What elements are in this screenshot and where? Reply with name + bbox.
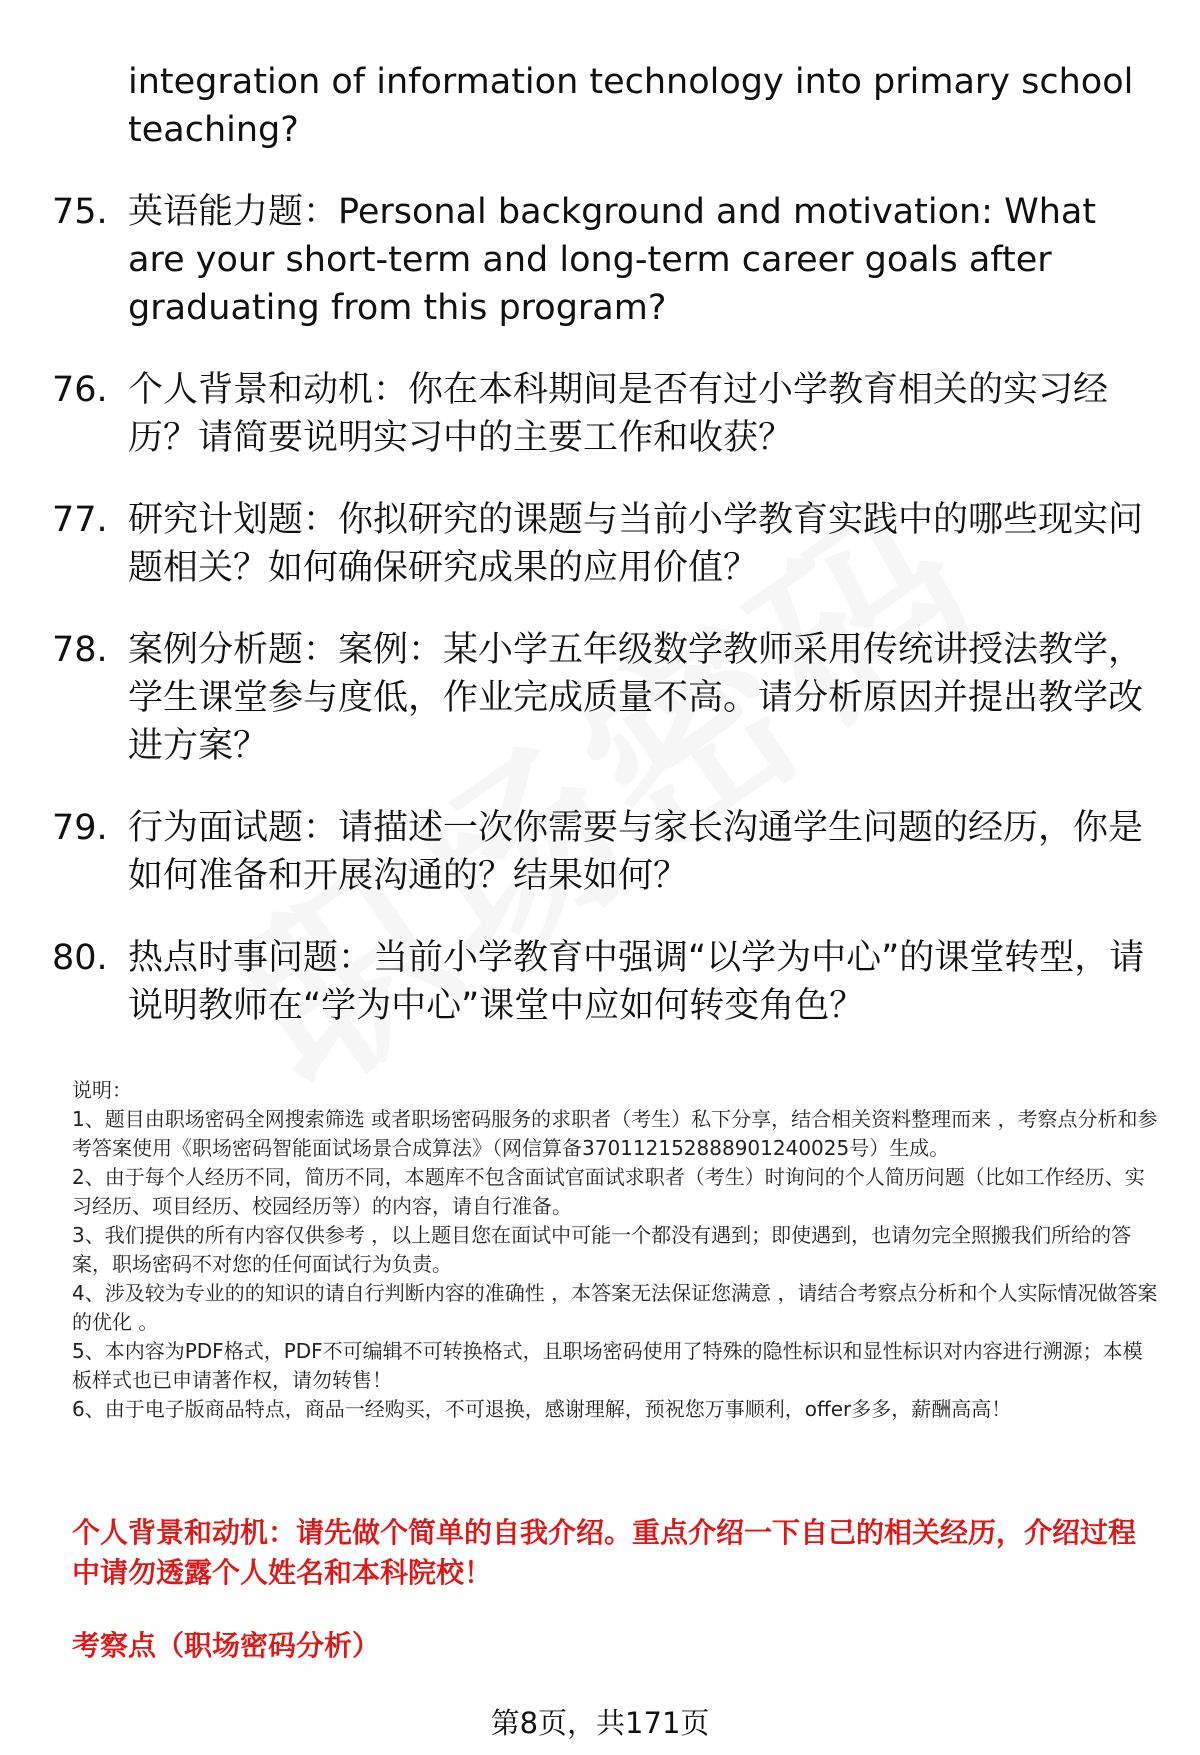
page-number: 第8页，共171页 [490,1706,710,1740]
question-text: 行为面试题：请描述一次你需要与家长沟通学生问题的经历，你是如何准备和开展沟通的？结果如何？ [128,808,1144,896]
question-item [52,366,1152,462]
question-text: 热点时事问题：当前小学教育中强调“以学为中心”的课堂转型，请说明教师在“学为中心”课堂中应如何转变角色？ [128,938,1145,1026]
notes-heading: 说明： [72,1078,132,1102]
question-number: 75. [52,192,108,232]
question-number: 77. [52,500,108,540]
note-item: 1、题目由职场密码全网搜索筛选 或者职场密码服务的求职者（考生）私下分享，结合相关资料整理而来 ，考察点分析和参考答案使用《职场密码智能面试场景合成算法》（网信算备370112152888901240025号）生成。 [72,1107,1158,1160]
question-list [52,58,1152,1064]
question-number: 79. [52,808,108,848]
question-number: 78. [52,630,108,670]
question-item [52,804,1152,900]
notes-section [72,1076,1162,1424]
note-item: 6、由于电子版商品特点，商品一经购买，不可退换，感谢理解，预祝您万事顺利，offer多多，薪酬高高！ [72,1397,1012,1421]
question-text: 研究计划题：你拟研究的课题与当前小学教育实践中的哪些现实问题相关？如何确保研究成果的应用价值？ [128,500,1144,588]
question-item [52,58,1152,154]
question-item [52,188,1152,332]
question-number: 80. [52,938,108,978]
question-text: integration of information technology into primary school teaching? [128,62,1134,150]
note-item: 4、涉及较为专业的的知识的请自行判断内容的准确性 ，本答案无法保证您满意 ，请结合考察点分析和个人实际情况做答案的优化 。 [72,1281,1158,1334]
question-text: 英语能力题：Personal background and motivation: What are your short-term and long-term career goals after graduating from this program? [128,192,1097,328]
note-item: 5、本内容为PDF格式，PDF不可编辑不可转换格式，且职场密码使用了特殊的隐性标识和显性标识对内容进行溯源；本模板样式也已申请著作权，请勿转售！ [72,1339,1143,1392]
question-number: 76. [52,370,108,410]
note-item: 2、由于每个人经历不同，简历不同，本题库不包含面试官面试求职者（考生）时询问的个人简历问题（比如工作经历、实习经历、项目经历、校园经历等）的内容，请自行准备。 [72,1165,1145,1218]
question-item [52,934,1152,1030]
question-item [52,626,1152,770]
featured-question: 个人背景和动机：请先做个简单的自我介绍。重点介绍一下自己的相关经历，介绍过程中请勿透露个人姓名和本科院校！ [72,1516,1137,1589]
question-item [52,496,1152,592]
question-text: 案例分析题：案例：某小学五年级数学教师采用传统讲授法教学，学生课堂参与度低，作业完成质量不高。请分析原因并提出教学改进方案？ [128,630,1144,766]
question-text: 个人背景和动机：你在本科期间是否有过小学教育相关的实习经历？请简要说明实习中的主要工作和收获？ [128,370,1109,458]
analysis-heading: 考察点（职场密码分析） [72,1629,381,1662]
note-item: 3、我们提供的所有内容仅供参考 ，以上题目您在面试中可能一个都没有遇到；即使遇到，也请勿完全照搬我们所给的答案，职场密码不对您的任何面试行为负责。 [72,1223,1132,1276]
